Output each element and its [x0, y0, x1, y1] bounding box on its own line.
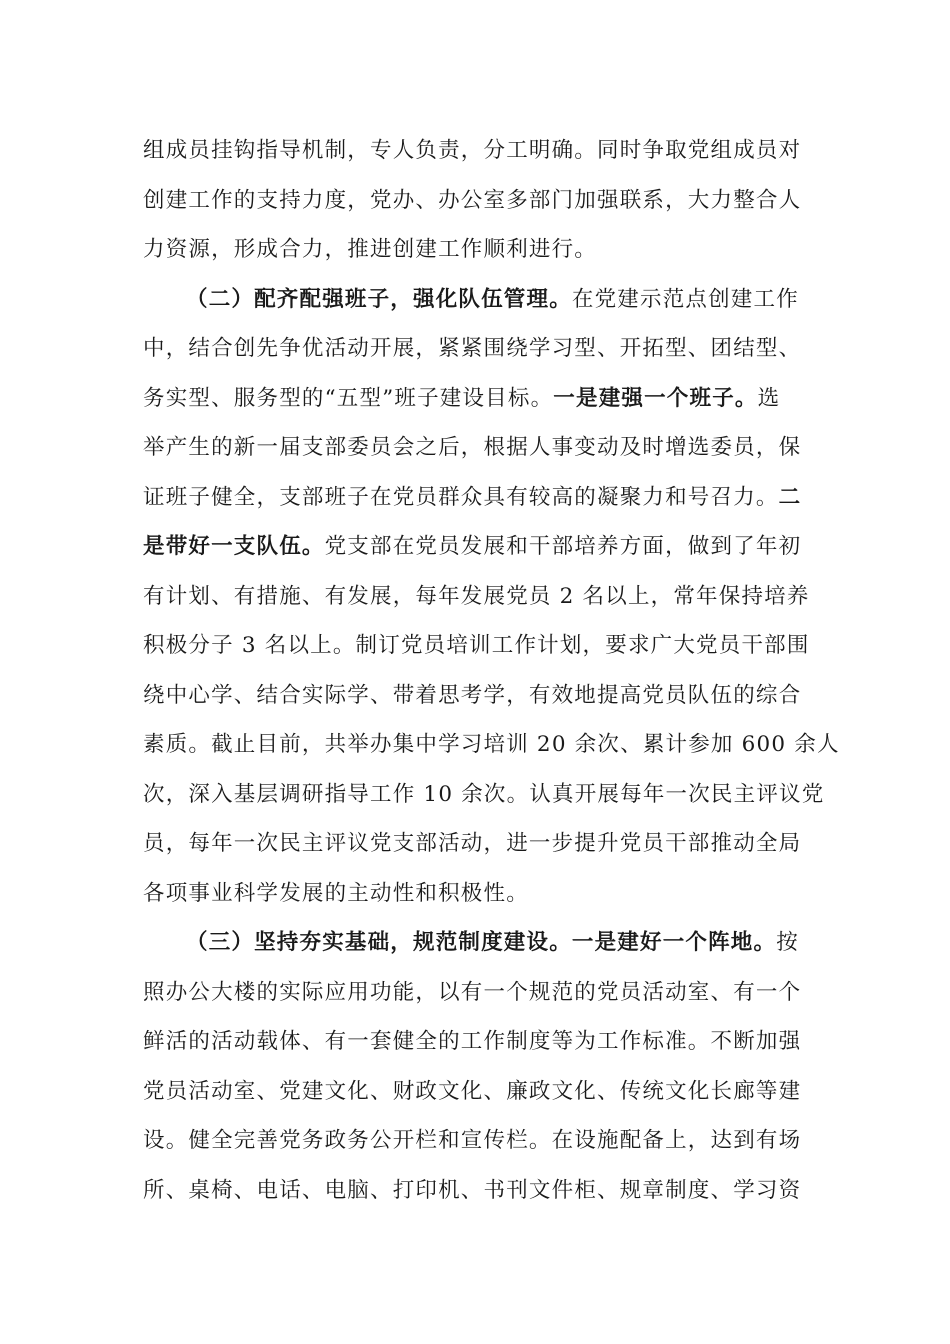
text-run: 力资源，形成合力，推进创建工作顺利进行。 — [143, 237, 598, 262]
text-line-11 — [143, 621, 810, 671]
text-run: 按 — [776, 930, 799, 955]
text-run: 设。健全完善党务政务公开栏和宣传栏。在设施配备上，达到有场 — [143, 1128, 802, 1153]
section-heading-3 — [186, 918, 803, 968]
text-line-13 — [143, 720, 840, 770]
text-run: 党员活动室、党建文化、财政文化、廉政文化、传统文化长廊等建 — [143, 1079, 802, 1104]
text-run: 员，每年一次民主评议党支部活动，进一步提升党员干部推动全局 — [143, 831, 802, 856]
text-run: 创建工作的支持力度，党办、办公室多部门加强联系，大力整合人 — [143, 188, 802, 213]
text-run: 中，结合创先争优活动开展，紧紧围绕学习型、开拓型、团结型、 — [143, 336, 802, 361]
text-run: 组成员挂钩指导机制，专人负责，分工明确。同时争取党组成员对 — [143, 138, 802, 163]
text-run: 党支部在党员发展和干部培养方面，做到了年初 — [324, 534, 802, 559]
text-line-8 — [143, 473, 803, 523]
text-line-3 — [143, 225, 803, 275]
text-line-6 — [143, 374, 803, 424]
text-run: 绕中心学、结合实际学、带着思考学，有效地提高党员队伍的综合 — [143, 683, 802, 708]
text-line-16 — [143, 869, 803, 919]
section-heading-2 — [186, 275, 803, 325]
text-run: 鲜活的活动载体、有一套健全的工作制度等为工作标准。不断加强 — [143, 1029, 802, 1054]
text-run: 所、桌椅、电话、电脑、打印机、书刊文件柜、规章制度、学习资 — [143, 1178, 802, 1203]
section-heading-text: （二）配齐配强班子，强化队伍管理。 — [186, 287, 572, 312]
text-line-20 — [143, 1067, 803, 1117]
text-line-18 — [143, 968, 803, 1018]
text-line-19 — [143, 1017, 803, 1067]
text-line-2 — [143, 176, 803, 226]
text-run: 次，深入基层调研指导工作 10 余次。认真开展每年一次民主评议党 — [143, 782, 825, 807]
text-line-21 — [143, 1116, 803, 1166]
section-heading-text: （三）坚持夯实基础，规范制度建设。一是建好一个阵地。 — [186, 930, 777, 955]
text-run: 选 — [757, 386, 781, 411]
text-line-7 — [143, 423, 803, 473]
text-line-22 — [143, 1166, 803, 1216]
text-run: 素质。截止目前，共举办集中学习培训 20 余次、累计参加 600 余人 — [143, 732, 840, 757]
text-run: 有计划、有措施、有发展，每年发展党员 2 名以上，常年保持培养 — [143, 584, 810, 609]
text-line-15 — [143, 819, 803, 869]
text-line-10 — [143, 572, 810, 622]
text-run: 举产生的新一届支部委员会之后，根据人事变动及时增选委员，保 — [143, 435, 802, 460]
bold-run: 一是建强一个班子。 — [553, 386, 758, 411]
text-line-1 — [143, 126, 803, 176]
text-line-14 — [143, 770, 825, 820]
text-run: 务实型、服务型的“五型”班子建设目标。 — [143, 386, 554, 411]
text-run: 积极分子 3 名以上。制订党员培训工作计划，要求广大党员干部围 — [143, 633, 810, 658]
text-run: 照办公大楼的实际应用功能，以有一个规范的党员活动室、有一个 — [143, 980, 802, 1005]
bold-run: 是带好一支队伍。 — [143, 534, 325, 559]
text-line-5 — [143, 324, 803, 374]
text-line-12 — [143, 671, 803, 721]
text-run: 各项事业科学发展的主动性和积极性。 — [143, 881, 529, 906]
text-line-9 — [143, 522, 803, 572]
bold-run: 二 — [778, 485, 802, 510]
text-run: 证班子健全，支部班子在党员群众具有较高的凝聚力和号召力。 — [143, 485, 779, 510]
text-run: 在党建示范点创建工作 — [571, 287, 799, 312]
